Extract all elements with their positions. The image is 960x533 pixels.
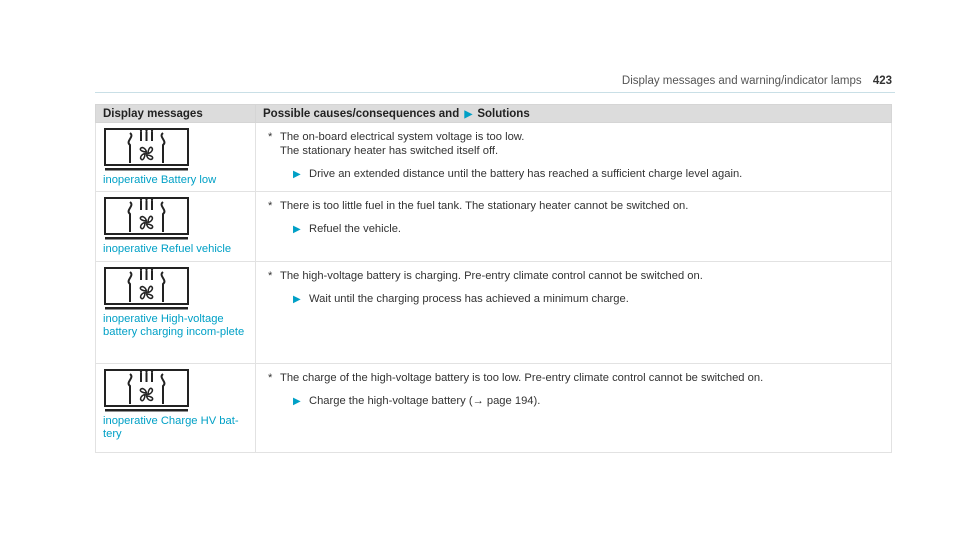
play-arrow-icon: ▶ xyxy=(464,108,473,120)
display-message-text: inoperative Battery low xyxy=(103,174,217,186)
stationary-heater-icon xyxy=(104,267,189,310)
col-header-solutions: Solutions xyxy=(477,107,530,120)
page-number: 423 xyxy=(872,75,892,87)
running-header-title: Display messages and warning/indicator lamps xyxy=(621,75,862,87)
asterisk-bullet: * xyxy=(268,372,273,384)
table-row xyxy=(96,364,892,453)
solution-text: Drive an extended distance until the battery has reached a sufficient charge level again. xyxy=(309,168,743,180)
solution-text: Refuel the vehicle. xyxy=(309,223,402,235)
play-arrow-icon: ▶ xyxy=(293,396,301,407)
cause-text xyxy=(266,130,883,158)
display-message-text: inoperative Charge HV bat-tery xyxy=(103,415,239,440)
solution-step xyxy=(266,394,883,408)
solution-step xyxy=(266,292,883,306)
cause-line-1: There is too little fuel in the fuel tank. The stationary heater cannot be switched on. xyxy=(280,200,689,212)
header-rule xyxy=(95,92,895,93)
table-row xyxy=(96,192,892,262)
table-row xyxy=(96,262,892,364)
table-header-row xyxy=(96,105,892,123)
message-cell xyxy=(96,123,256,192)
cause-solution-cell xyxy=(256,262,892,364)
asterisk-bullet: * xyxy=(268,131,273,143)
display-messages-table xyxy=(95,104,892,453)
cause-text xyxy=(266,371,883,385)
col-header-causes: Possible causes/consequences and xyxy=(263,107,460,120)
cause-solution-cell xyxy=(256,123,892,192)
display-message-text: inoperative Refuel vehicle xyxy=(103,243,232,255)
message-cell xyxy=(96,192,256,262)
display-message-text: inoperative High-voltage battery charging incom-plete xyxy=(103,313,245,338)
solution-step xyxy=(266,222,883,236)
cause-text xyxy=(266,269,883,283)
col-header-causes-solutions xyxy=(256,105,892,123)
stationary-heater-icon xyxy=(104,197,189,240)
running-header xyxy=(622,75,892,87)
play-arrow-icon: ▶ xyxy=(293,294,301,305)
col-header-display-messages: Display messages xyxy=(96,105,256,123)
play-arrow-icon: ▶ xyxy=(293,169,301,180)
cause-line-1: The high-voltage battery is charging. Pre-entry climate control cannot be switched on. xyxy=(280,270,703,282)
asterisk-bullet: * xyxy=(268,270,273,282)
cause-solution-cell xyxy=(256,192,892,262)
cause-line-1: The charge of the high-voltage battery is too low. Pre-entry climate control cannot be switched on. xyxy=(280,372,764,384)
solution-text: Wait until the charging process has achieved a minimum charge. xyxy=(309,293,629,305)
cause-line-2: The stationary heater has switched itself off. xyxy=(280,145,499,157)
cause-text xyxy=(266,199,883,213)
message-cell xyxy=(96,262,256,364)
solution-step xyxy=(266,167,883,181)
message-cell xyxy=(96,364,256,453)
stationary-heater-icon xyxy=(104,369,189,412)
table-row xyxy=(96,123,892,192)
stationary-heater-icon xyxy=(104,128,189,171)
solution-text: Charge the high-voltage battery (→ page 194). xyxy=(309,395,541,407)
cause-solution-cell xyxy=(256,364,892,453)
asterisk-bullet: * xyxy=(268,200,273,212)
play-arrow-icon: ▶ xyxy=(293,224,301,235)
cause-line-1: The on-board electrical system voltage is too low. xyxy=(280,131,525,143)
